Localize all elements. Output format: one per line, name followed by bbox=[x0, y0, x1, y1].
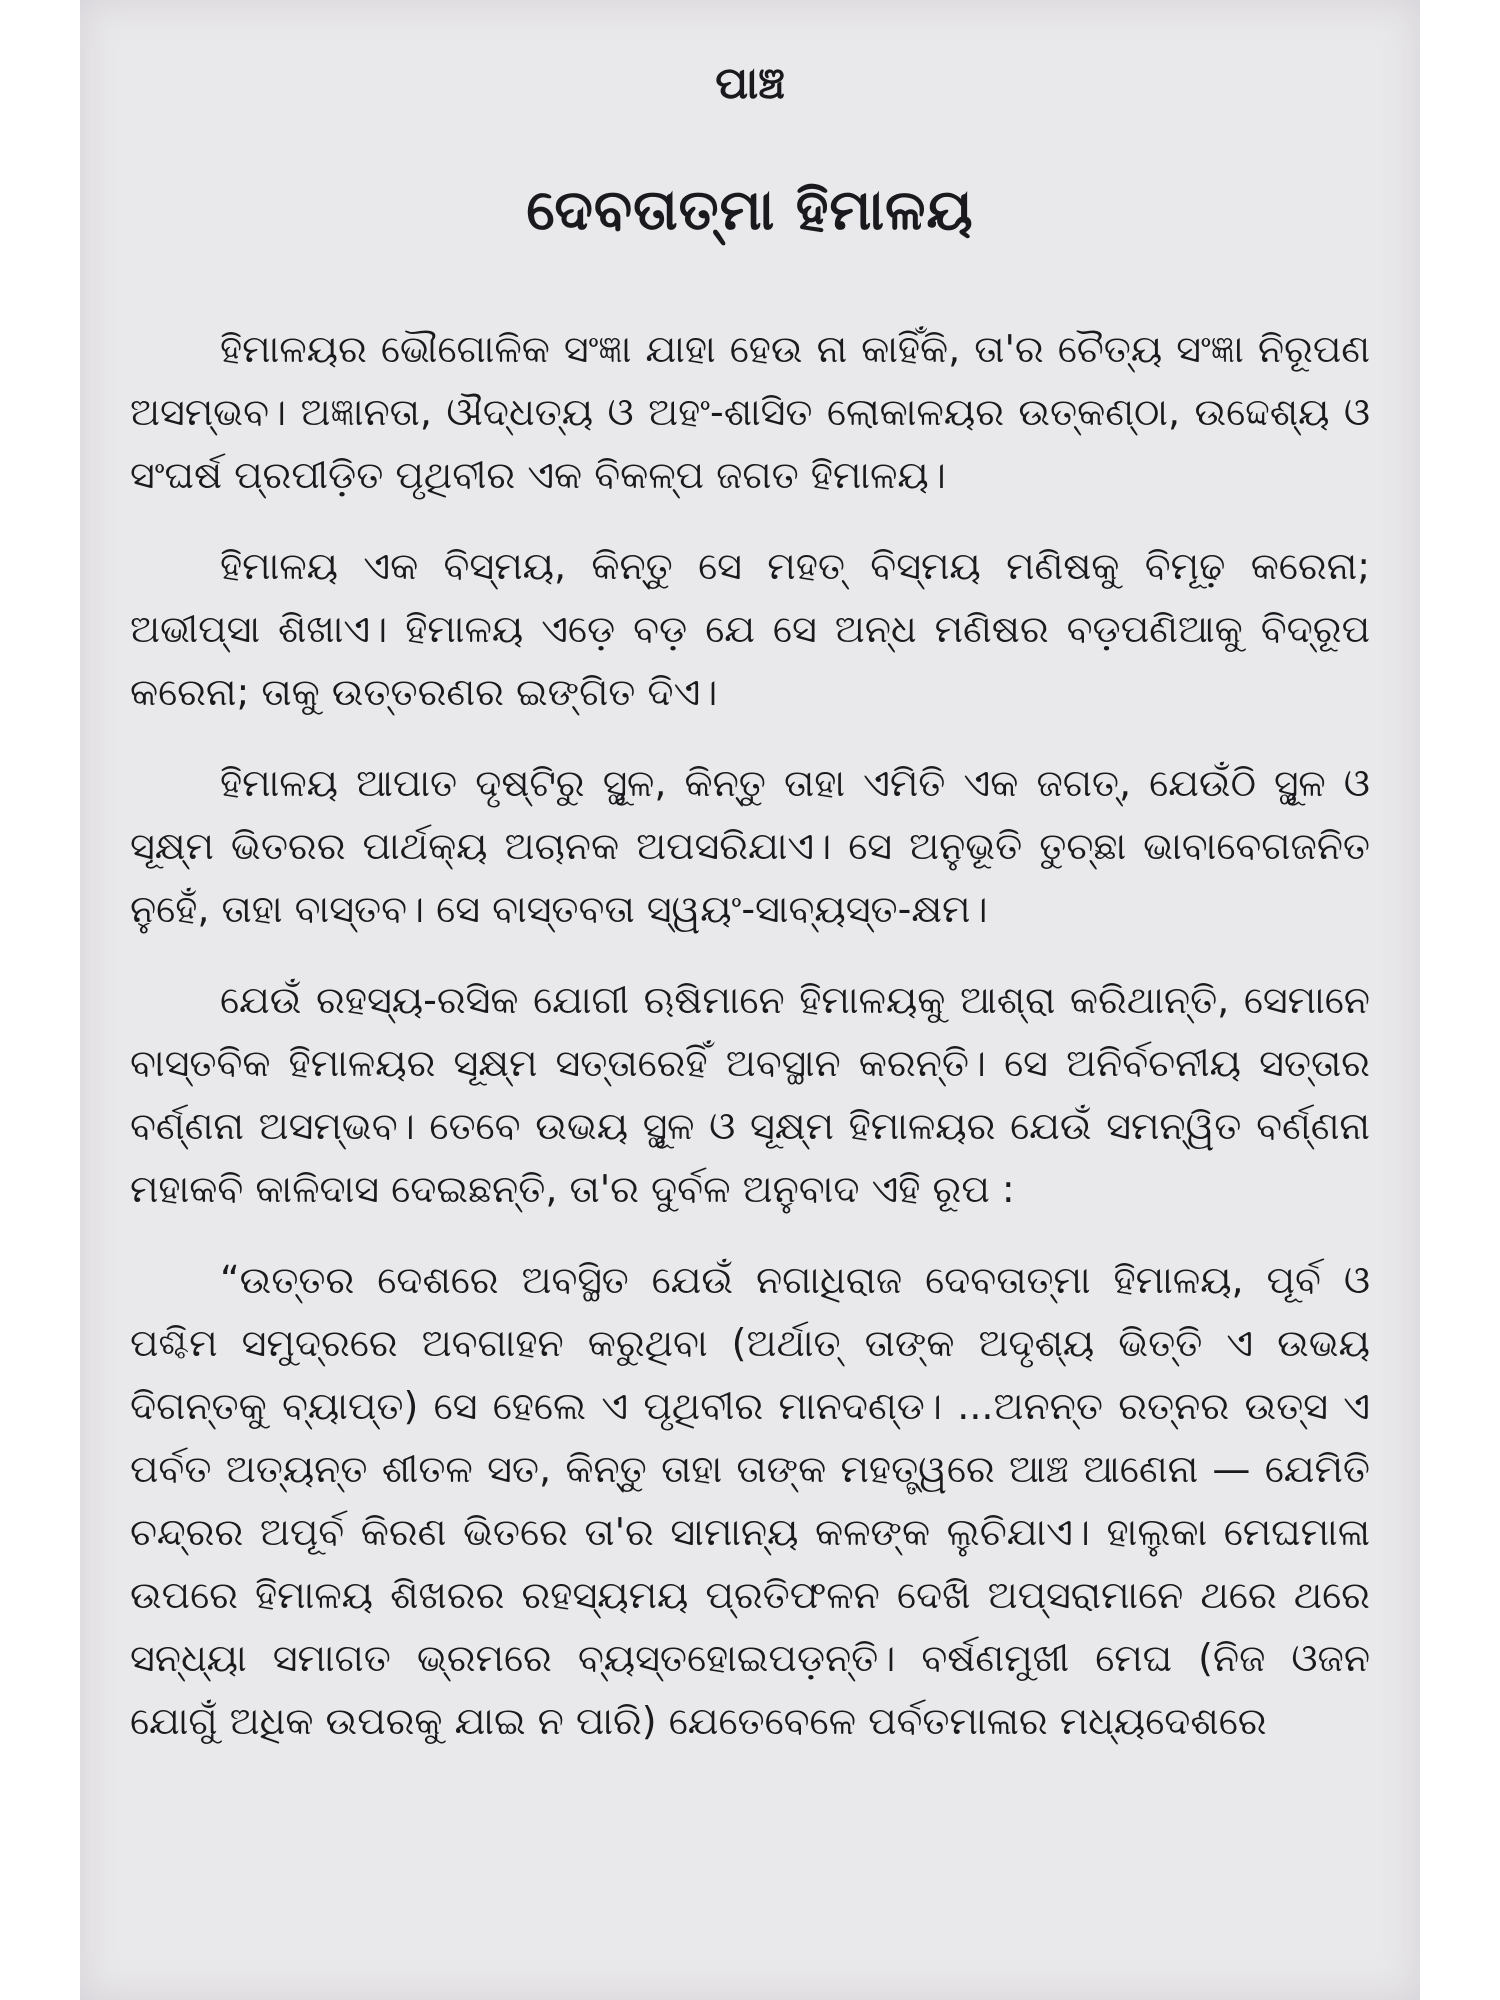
book-page bbox=[80, 0, 1420, 2000]
paragraph: ହିମାଳୟର ଭୌଗୋଳିକ ସଂଜ୍ଞା ଯାହା ହେଉ ନା କାହିଁକି, ତା'ର ଚୈତ୍ୟ ସଂଜ୍ଞା ନିରୂପଣ ଅସମ୍ଭବ। ଅଜ୍ଞାନତା, ଔଦ୍ଧତ୍ୟ ଓ ଅହଂ-ଶାସିତ ଲୋକାଳୟର ଉତ୍କଣ୍ଠା, ଉଦ୍ଦେଶ୍ୟ ଓ ସଂଘର୍ଷ ପ୍ରପୀଡ଼ିତ ପୃଥିବୀର ଏକ ବିକଳ୍ପ ଜଗତ ହିମାଳୟ। bbox=[130, 327, 1370, 497]
chapter-body bbox=[130, 318, 1370, 1753]
quoted-translation: “ଉତ୍ତର ଦେଶରେ ଅବସ୍ଥିତ ଯେଉଁ ନଗାଧିରାଜ ଦେବତାତ୍ମା ହିମାଳୟ, ପୂର୍ବ ଓ ପଶ୍ଚିମ ସମୁଦ୍ରରେ ଅବଗାହନ କରୁଥିବା (ଅର୍ଥାତ୍ ତାଙ୍କ ଅଦୃଶ୍ୟ ଭିତ୍ତି ଏ ଉଭୟ ଦିଗନ୍ତକୁ ବ୍ୟାପ୍ତ) ସେ ହେଲେ ଏ ପୃଥିବୀର ମାନଦଣ୍ଡ। ...ଅନନ୍ତ ରତ୍ନର ଉତ୍ସ ଏ ପର୍ବତ ଅତ୍ୟନ୍ତ ଶୀତଳ ସତ, କିନ୍ତୁ ତାହା ତାଙ୍କ ମହତ୍ତ୍ୱରେ ଆଞ୍ଚ ଆଣେନା — ଯେମିତି ଚନ୍ଦ୍ରର ଅପୂର୍ବ କିରଣ ଭିତରେ ତା'ର ସାମାନ୍ୟ କଳଙ୍କ ଲୁଚିଯାଏ। ହାଲୁକା ମେଘମାଳା ଉପରେ ହିମାଳୟ ଶିଖରର ରହସ୍ୟମୟ ପ୍ରତିଫଳନ ଦେଖି ଅପ୍ସରାମାନେ ଥରେ ଥରେ ସନ୍ଧ୍ୟା ସମାଗତ ଭ୍ରମରେ ବ୍ୟସ୍ତହୋଇପଡ଼ନ୍ତି। ବର୍ଷଣମୁଖୀ ମେଘ (ନିଜ ଓଜନ ଯୋଗୁଁ ଅଧିକ ଉପରକୁ ଯାଇ ନ ପାରି) ଯେତେବେଳେ ପର୍ବତମାଳାର ମଧ୍ୟଦେଶରେ bbox=[130, 1258, 1370, 1743]
paragraph: ଯେଉଁ ରହସ୍ୟ-ରସିକ ଯୋଗୀ ଋଷିମାନେ ହିମାଳୟକୁ ଆଶ୍ରା କରିଥାନ୍ତି, ସେମାନେ ବାସ୍ତବିକ ହିମାଳୟର ସୂକ୍ଷ୍ମ ସତ୍ତାରେହିଁ ଅବସ୍ଥାନ କରନ୍ତି। ସେ ଅନିର୍ବଚନୀୟ ସତ୍ତାର ବର୍ଣ୍ଣନା ଅସମ୍ଭବ। ତେବେ ଉଭୟ ସ୍ଥୂଳ ଓ ସୂକ୍ଷ୍ମ ହିମାଳୟର ଯେଉଁ ସମନ୍ୱିତ ବର୍ଣ୍ଣନା ମହାକବି କାଳିଦାସ ଦେଇଛନ୍ତି, ତା'ର ଦୁର୍ବଳ ଅନୁବାଦ ଏହି ରୂପ : bbox=[130, 978, 1370, 1211]
chapter-number: ପାଞ୍ଚ bbox=[715, 58, 785, 109]
chapter-title: ଦେବତାତ୍ମା ହିମାଳୟ bbox=[526, 178, 974, 243]
paragraph: ହିମାଳୟ ଆପାତ ଦୃଷ୍ଟିରୁ ସ୍ଥୂଳ, କିନ୍ତୁ ତାହା ଏମିତି ଏକ ଜଗତ୍, ଯେଉଁଠି ସ୍ଥୂଳ ଓ ସୂକ୍ଷ୍ମ ଭିତରର ପାର୍ଥକ୍ୟ ଅଚାନକ ଅପସରିଯାଏ। ସେ ଅନୁଭୂତି ତୁଚ୍ଛା ଭାବାବେଗଜନିତ ନୁହେଁ, ତାହା ବାସ୍ତବ। ସେ ବାସ୍ତବତା ସ୍ୱୟଂ-ସାବ୍ୟସ୍ତ-କ୍ଷମ। bbox=[130, 761, 1370, 931]
paragraph: ହିମାଳୟ ଏକ ବିସ୍ମୟ, କିନ୍ତୁ ସେ ମହତ୍ ବିସ୍ମୟ ମଣିଷକୁ ବିମୂଢ଼ କରେନା; ଅଭୀପ୍ସା ଶିଖାଏ। ହିମାଳୟ ଏଡ଼େ ବଡ଼ ଯେ ସେ ଅନ୍ଧ ମଣିଷର ବଡ଼ପଣିଆକୁ ବିଦ୍ରୂପ କରେନା; ତାକୁ ଉତ୍ତରଣର ଇଙ୍ଗିତ ଦିଏ। bbox=[130, 544, 1370, 714]
